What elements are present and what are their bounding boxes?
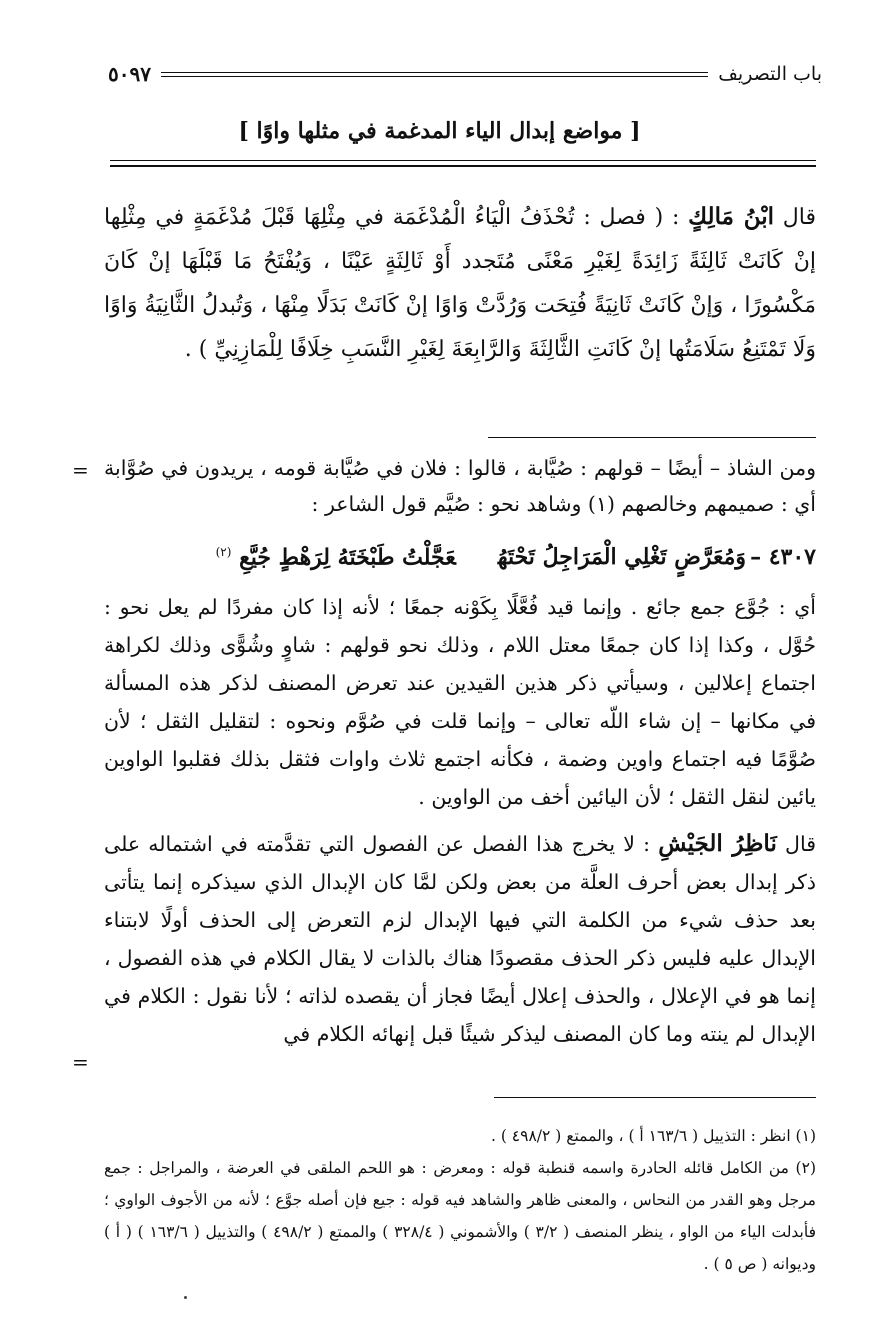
verse-hemistich-1: وَمُعَرَّضٍ تَغْلِي الْمَرَاجِلُ تَحْتَهُ [497, 544, 747, 571]
footnote-separator [494, 1097, 816, 1098]
header-rule [161, 72, 708, 77]
matn-paragraph [104, 195, 816, 372]
sharh3-intro: قال [785, 832, 816, 856]
matn-separator [488, 437, 816, 438]
verse-hemistich-2: عَجَّلْتُ طَبْخَتَهُ لِرَهْطٍ جُيَّعِ [239, 544, 456, 571]
commentator-name: نَاظِرُ الجَيْشِ [658, 830, 777, 857]
author-name: ابْنُ مَالِكٍ [688, 203, 774, 230]
continuation-mark-bottom: = [72, 1050, 89, 1074]
section-title: [ مواضع إبدال الياء المدغمة في مثلها واوًا ] [238, 118, 641, 144]
sharh3-text: : لا يخرج هذا الفصل عن الفصول التي تقدَّمته في اشتماله على ذكر إبدال بعض أحرف العلَّة من بعض ولكن لمَّا كان الإبدال الذي سيذكره إنما يتأتى بعد حذف شيء من الكلمة التي فيها الإبدال لزم التعرض إلى الحذف أولًا لابتناء الإبدال عليه فليس ذكر الحذف مقصودًا هناك بالذات لا يقال الكلام في هذه الفصول ، إنما هو في الإعلال ، والحذف إعلال أيضًا فجاز أن يقصده لذاته ؛ لأنا نقول : الكلام في الإبدال لم ينته وما كان المصنف ليذكر شيئًا قبل إنهائه الكلام في [104, 832, 816, 1046]
matn-text: : ( فصل : تُحْذَفُ الْيَاءُ الْمُدْغَمَة في مِثْلِهَا قَبْلَ مُدْغَمَةٍ في مِثْلِها إنْ كَانَتْ ثَالِثَةً زَائِدَةً لِغَيْرِ مَعْنًى مُتَجدد أَوْ ثَالِثَةٍ عَيْنًا ، وَيُفْتَحُ مَا قَبْلَهَا إنْ كَانَ مَكْسُورًا ، وَإنْ كَانَتْ ثَانِيَةً فُتِحَت وَرُدَّتْ وَاوًا إنْ كَانَتْ بَدَلًا مِنْهَا ، وَتُبدلُ الثَّانِيَةُ وَاوًا وَلَا تَمْتَنِعُ سَلَامَتُها إنْ كَانَتِ الثَّالِثَةَ وَالرَّابِعَةَ لِغَيْرِ النَّسَبِ خِلَافًا لِلْمَازِنِيِّ ) . [104, 205, 816, 362]
running-header [108, 58, 822, 90]
commentary-paragraph-3 [104, 825, 816, 1053]
commentary-paragraph-1: ومن الشاذ – أيضًا – قولهم : صُيَّابة ، قالوا : فلان في صُيَّابة قومه ، يريدون في صُوَّابة أي : صميمهم وخالصهم (١) وشاهد نحو : صُيَّم قول الشاعر : [104, 456, 816, 516]
footnote-ref: (٢) [215, 545, 232, 559]
continuation-mark-top: = [72, 458, 89, 482]
footnotes [104, 1120, 816, 1280]
commentary-paragraph-2: أي : جُوَّع جمع جائع . وإنما قيد فُعَّلًا بِكَوْنه جمعًا ؛ لأنه إذا كان مفردًا لم يعل نحو : حُوَّل ، وكذا إذا كان جمعًا معتل اللام ، وذلك نحو قولهم : شاوٍ وشُوًّى وذلك لكراهة اجتماع إعلالين ، وسيأتي ذكر هذين القيدين عند تعرض المصنف لذكر هذه المسألة في مكانها – إن شاء اللّه تعالى – وإنما قلت في صُوَّم ونحوه : لتقليل الثقل ؛ لأن صُوَّمًا فيه اجتماع واوين وضمة ، فكأنه اجتمع ثلاث واوات فثقل بذلك فقلبوا الواوين يائين لنقل الثقل ؛ لأن اليائين أخف من الواوين . [104, 595, 816, 809]
ink-dot [184, 1296, 187, 1299]
footnote-2: (٢) من الكامل قائله الحادرة واسمه قنطبة قوله : ومعرض : هو اللحم الملقى في العرضة ، والمراجل : جمع مرجل وهو القدر من النحاس ، والمعنى ظاهر والشاهد فيه قوله : جيع فإن أصله جوَّع ؛ لأنه من الأجوف الواوي ؛ فأبدلت الياء من الواو ، ينظر المنصف ( ٣/٢ ) والأشموني ( ٣٢٨/٤ ) والممتع ( ٤٩٨/٢ ) والتذييل ( ١٦٣/٦ ) ( أ ) وديوانه ( ص ٥ ) . [104, 1159, 817, 1273]
verse-number: ٤٣٠٧ – [750, 544, 816, 571]
chapter-title: باب التصريف [718, 63, 822, 85]
footnote-1: (١) انظر : التذييل ( ١٦٣/٦ أ ) ، والممتع ( ٤٩٨/٢ ) . [490, 1127, 816, 1145]
verse-line [104, 532, 816, 577]
page-number: ٥٠٩٧ [108, 62, 151, 86]
matn-intro: قال [782, 205, 817, 230]
title-rule [110, 160, 816, 167]
